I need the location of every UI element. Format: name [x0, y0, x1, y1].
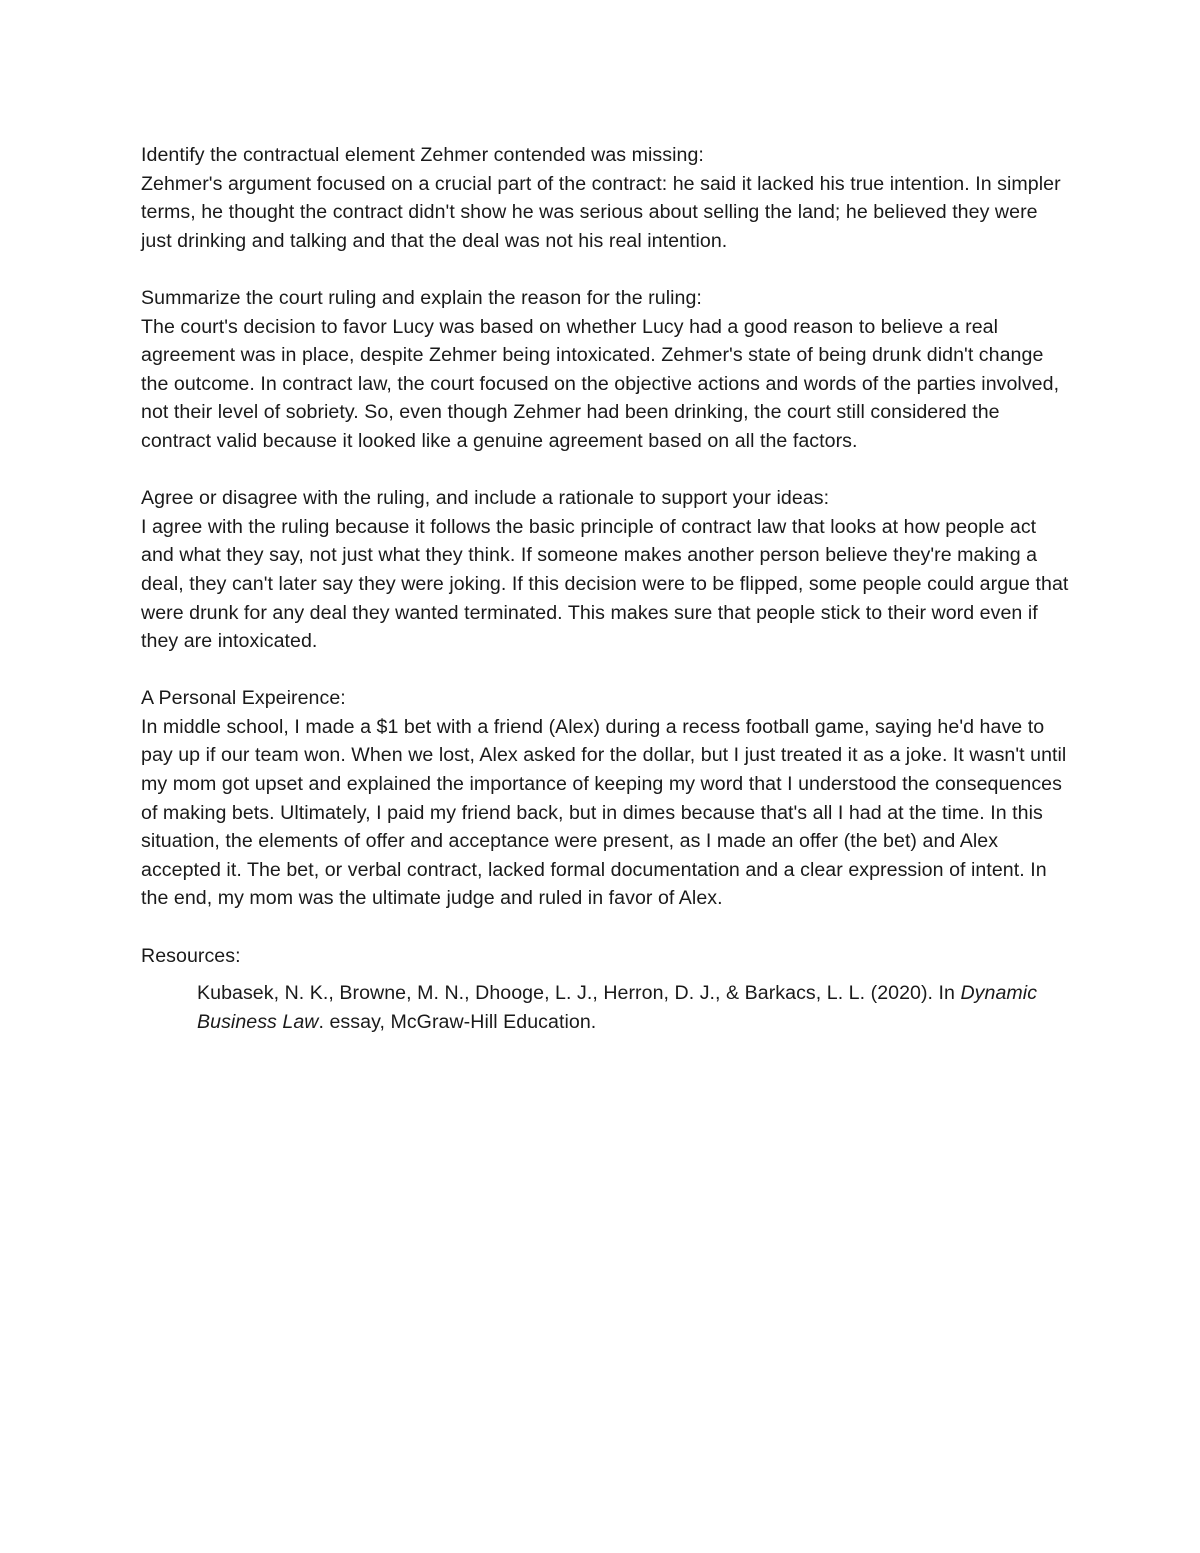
section-paragraph: I agree with the ruling because it follows the basic principle of contract law that looks at how people act and what they say, not just what they think. If someone makes another person believe they're making a deal, they can't later say they were joking. If this decision were to be flipped, some people could argue that were drunk for any deal they wanted terminated. This makes sure that people stick to their word even if they are intoxicated. [141, 515, 1069, 653]
citation-entry [141, 979, 1071, 1036]
section-paragraph: In middle school, I made a $1 bet with a friend (Alex) during a recess football game, saying he'd have to pay up if our team won. When we lost, Alex asked for the dollar, but I just treated it as a joke. It wasn't until my mom got upset and explained the importance of keeping my word that I understood the consequences of making bets. Ultimately, I paid my friend back, but in dimes because that's all I had at the time. In this situation, the elements of offer and acceptance were present, as I made an offer (the bet) and Alex accepted it. The bet, or verbal contract, lacked formal documentation and a clear expression of intent. In the end, my mom was the ultimate judge and ruled in favor of Alex. [141, 715, 1067, 910]
section-paragraph: Zehmer's argument focused on a crucial part of the contract: he said it lacked his true intention. In simpler terms, he thought the contract didn't show he was serious about selling the land; he believed they were just drinking and talking and that the deal was not his real intention. [141, 172, 1061, 252]
section-agree-disagree [141, 484, 1071, 656]
section-paragraph: The court's decision to favor Lucy was based on whether Lucy had a good reason to believe a real agreement was in place, despite Zehmer being intoxicated. Zehmer's state of being drunk didn't change the outcome. In contract law, the court focused on the objective actions and words of the parties involved, not their level of sobriety. So, even though Zehmer had been drinking, the court still considered the contract valid because it looked like a genuine agreement based on all the factors. [141, 315, 1060, 452]
resources-heading: Resources: [141, 944, 241, 967]
section-missing-element [141, 141, 1071, 255]
citation-publisher: . essay, McGraw-Hill Education. [318, 1010, 597, 1033]
section-court-ruling [141, 284, 1071, 456]
section-heading: Summarize the court ruling and explain the reason for the ruling: [141, 286, 702, 309]
section-personal-experience [141, 684, 1071, 913]
document-body [141, 141, 1071, 1065]
section-heading: Agree or disagree with the ruling, and include a rationale to support your ideas: [141, 487, 830, 510]
section-heading: A Personal Expeirence: [141, 687, 346, 710]
section-heading: Identify the contractual element Zehmer contended was missing: [141, 144, 704, 166]
citation-book-title: Dynamic Business Law [197, 982, 1038, 1033]
citation-authors: Kubasek, N. K., Browne, M. N., Dhooge, L. J., Herron, D. J., & Barkacs, L. L. (2020). In [197, 982, 961, 1005]
section-resources [141, 942, 1071, 1037]
spacer [141, 970, 1071, 979]
